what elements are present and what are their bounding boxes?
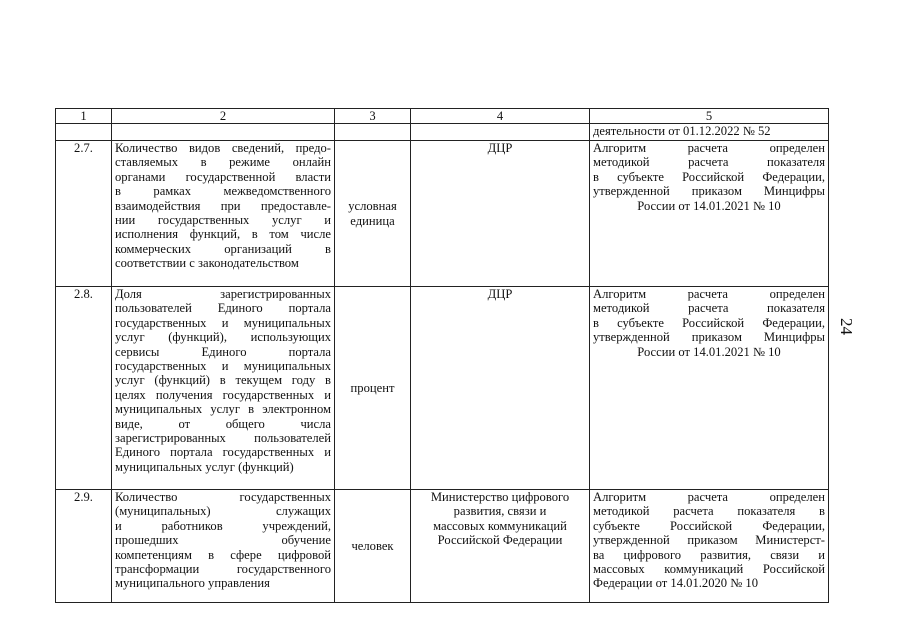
indicator-name: Количество видов сведений, предо- ставляемых в режиме онлайн органами государственной власти в рамках межведомственного взаимодействия при предоставле- нии государственных услуг и исполнения функций, в том числе коммерческих организаций в соответствии с законодательством xyxy=(112,141,335,287)
page-number: 24 xyxy=(837,318,856,335)
data-source: ДЦР xyxy=(411,287,590,490)
indicators-table xyxy=(55,108,829,603)
unit: условная единица xyxy=(335,141,411,287)
header-col-2: 2 xyxy=(112,109,335,124)
continuation-text: деятельности от 01.12.2022 № 52 xyxy=(590,124,829,141)
row-number: 2.9. xyxy=(56,490,112,603)
data-source: ДЦР xyxy=(411,141,590,287)
table-header-row xyxy=(56,109,829,124)
calculation-method: Алгоритм расчета определен методикой расчета показателя в субъекте Российской Федерации, утвержденной приказом Минцифры России от 14.01.2021 № 10 xyxy=(590,287,829,490)
continuation-row xyxy=(56,124,829,141)
header-col-5: 5 xyxy=(590,109,829,124)
data-source: Министерство цифрового развития, связи и массовых коммуникаций Российской Федерации xyxy=(411,490,590,603)
header-col-1: 1 xyxy=(56,109,112,124)
unit: человек xyxy=(335,490,411,603)
row-number: 2.8. xyxy=(56,287,112,490)
table-row xyxy=(56,287,829,490)
unit: процент xyxy=(335,287,411,490)
table-row xyxy=(56,141,829,287)
header-col-4: 4 xyxy=(411,109,590,124)
table-row xyxy=(56,490,829,603)
calculation-method: Алгоритм расчета определен методикой расчета показателя в субъекте Российской Федерации, утвержденной приказом Министерст- ва цифрового развития, связи и массовых коммуникаций Российской Федерации от 14.01.2020 № 10 xyxy=(590,490,829,603)
header-col-3: 3 xyxy=(335,109,411,124)
indicator-name: Доля зарегистрированных пользователей Единого портала государственных и муниципальных услуг (функций), использующих сервисы Единого портала государственных и муниципальных услуг (функций) в текущем году в целях получения государственных и муниципальных услуг в электронном виде, от общего числа зарегистрированных пользователей Единого портала государственных и муниципальных услуг (функций) xyxy=(112,287,335,490)
calculation-method: Алгоритм расчета определен методикой расчета показателя в субъекте Российской Федерации, утвержденной приказом Минцифры России от 14.01.2021 № 10 xyxy=(590,141,829,287)
row-number: 2.7. xyxy=(56,141,112,287)
indicator-name: Количество государственных (муниципальных) служащих и работников учреждений, прошедших обучение компетенциям в сфере цифровой трансформации государственного муниципального управления xyxy=(112,490,335,603)
